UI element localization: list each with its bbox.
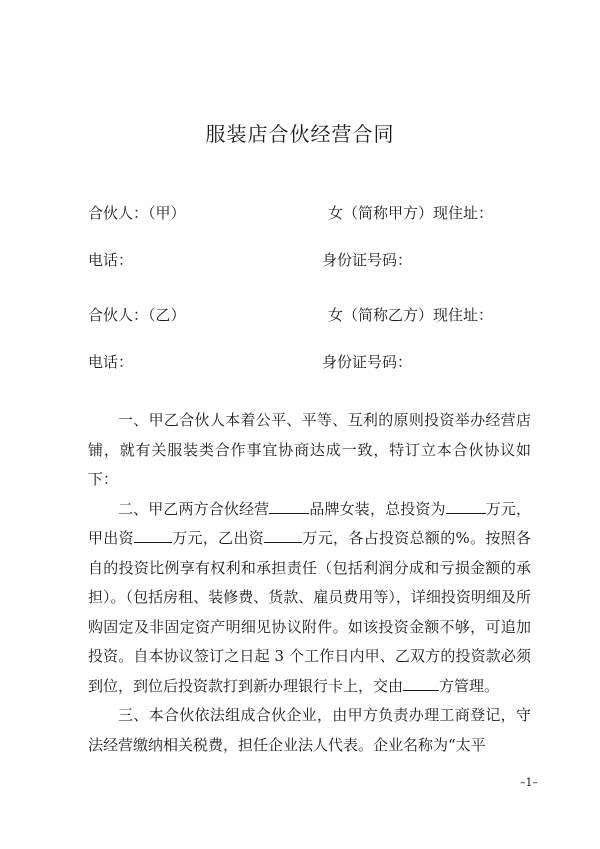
party-b-id-label: 身份证号码： (322, 353, 413, 371)
clause-2-text-2: 品牌女装，总投资为 (309, 499, 446, 518)
clause-2-text-5: 万元，各占投资总额的%。按照各自的投资比例享有权利和承担责任（包括利润分成和亏损金额的承担）。（包括房租、装修费、货款、雇员费用等），详细投资明细及所购固定及非固定资产明细见协议附件。如该投资金额不够，可追加投资。自本协议签订之日起 3 个工作日内甲、乙双方的投资款必须到位，到位后投资款打到新办理银行卡上，交由 (88, 529, 531, 695)
clause-3: 三、本合伙依法组成合伙企业，由甲方负责办理工商登记，守法经营缴纳相关税费，担任企业法人代表。企业名称为“太平 (88, 706, 531, 754)
clause-2-text-3: 万元，甲出资 (88, 499, 531, 547)
party-b-investment-blank (264, 528, 302, 543)
party-b-phone-label: 电话： (88, 353, 134, 371)
party-a-label: 合伙人：（甲） (88, 204, 186, 222)
contract-body (88, 406, 531, 760)
party-a-investment-blank (134, 528, 172, 543)
brand-blank (269, 499, 309, 514)
document-title: 服装店合伙经营合同 (205, 122, 395, 146)
party-b-row (88, 304, 528, 326)
party-a-contact-row (88, 249, 528, 271)
clause-2-text-4: 万元，乙出资 (171, 529, 265, 547)
party-a-phone-label: 电话： (88, 251, 134, 269)
manager-blank (403, 676, 439, 691)
total-investment-blank (446, 499, 486, 514)
party-b-contact-row (88, 351, 528, 373)
clause-1: 一、甲乙合伙人本着公平、平等、互利的原则投资举办经营店铺，就有关服装类合作事宜协商达成一致，特订立本合伙协议如下： (88, 411, 531, 488)
clause-2-text-6: 方管理。 (439, 676, 500, 695)
party-a-address-label: 女（简称甲方）现住址： (328, 204, 494, 222)
party-b-label: 合伙人：（乙） (88, 306, 186, 324)
party-a-id-label: 身份证号码： (322, 251, 413, 269)
party-b-address-label: 女（简称乙方）现住址： (328, 306, 494, 324)
clause-2-text-1: 二、甲乙两方合伙经营 (118, 499, 270, 518)
party-a-row (88, 202, 528, 224)
page-number: –1– (520, 776, 538, 789)
clause-2 (88, 495, 531, 702)
